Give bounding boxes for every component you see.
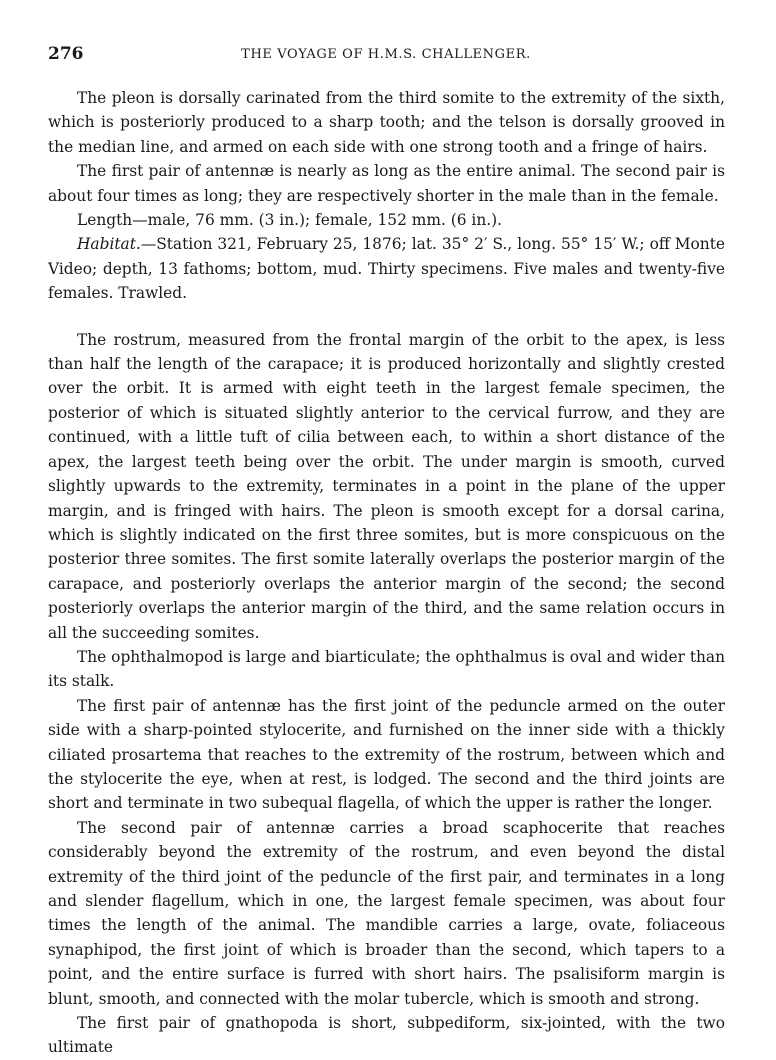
running-title: THE VOYAGE OF H.M.S. CHALLENGER.	[241, 47, 531, 62]
paragraph-antennae: The first pair of antennæ is nearly as long as the entire animal. The second pair is about four times as long; they are respectively shorter in the male than in the female.	[48, 162, 725, 205]
paragraph-habitat	[48, 232, 725, 305]
paragraph-second-antennae: The second pair of antennæ carries a broad scaphocerite that reaches considerably beyond the extremity of the rostrum, and even beyond the distal extremity of the third joint of the peduncle of the first pair, and terminates in a long and slender flagellum, which in one, the largest female specimen, was about four times the length of the animal. The mandible carries a large, ovate, foliaceous synaphipod, the first joint of which is broader than the second, which tapers to a point, and the entire surface is furred with short hairs. The psalisiform margin is blunt, smooth, and connected with the molar tubercle, which is smooth and strong.	[48, 818, 725, 1008]
section-gap	[48, 306, 725, 328]
habitat-text: —Station 321, February 25, 1876; lat. 35° 2′ S., long. 55° 15′ W.; off Monte Video; depth, 13 fathoms; bottom, mud. Thirty specimens. Five males and twenty-five females. Trawled.	[48, 235, 725, 303]
paragraph-gnathopoda: The first pair of gnathopoda is short, subpediform, six-jointed, with the two ultimate	[48, 1014, 725, 1057]
paragraph-ophthalmopod: The ophthalmopod is large and biarticulate; the ophthalmus is oval and wider than its stalk.	[48, 647, 725, 691]
page-body	[48, 86, 725, 1060]
paragraph-pleon: The pleon is dorsally carinated from the third somite to the extremity of the sixth, which is posteriorly produced to a sharp tooth; and the telson is dorsally grooved in the median line, and armed on each side with one strong tooth and a fringe of hairs.	[48, 89, 725, 156]
paragraph-rostrum: The rostrum, measured from the frontal margin of the orbit to the apex, is less than half the length of the carapace; it is produced horizontally and slightly crested over the orbit. It is armed with eight teeth in the largest female specimen, the posterior of which is situated slightly anterior to the cervical furrow, and they are continued, with a little tuft of cilia between each, to within a short distance of the apex, the largest teeth being over the orbit. The under margin is smooth, curved slightly upwards to the extremity, terminates in a point in the plane of the upper margin, and is fringed with hairs. The pleon is smooth except for a dorsal carina, which is slightly indicated on the first three somites, but is more conspicuous on the posterior three somites. The first somite laterally overlaps the posterior margin of the carapace, and posteriorly overlaps the anterior margin of the second; the second posteriorly overlaps the anterior margin of the third, and the same relation occurs in all the succeeding somites.	[48, 330, 725, 642]
habitat-label: Habitat.	[77, 235, 141, 254]
paragraph-length: Length—male, 76 mm. (3 in.); female, 152 mm. (6 in.).	[77, 211, 503, 230]
page-header	[48, 44, 724, 68]
page-number: 276	[48, 44, 84, 64]
paragraph-first-antennae: The first pair of antennæ has the first joint of the peduncle armed on the outer side with a sharp-pointed stylocerite, and furnished on the inner side with a thickly ciliated prosartema that reaches to the extremity of the rostrum, between which and the stylocerite the eye, when at rest, is lodged. The second and the third joints are short and terminate in two subequal flagella, of which the upper is rather the longer.	[48, 696, 725, 813]
